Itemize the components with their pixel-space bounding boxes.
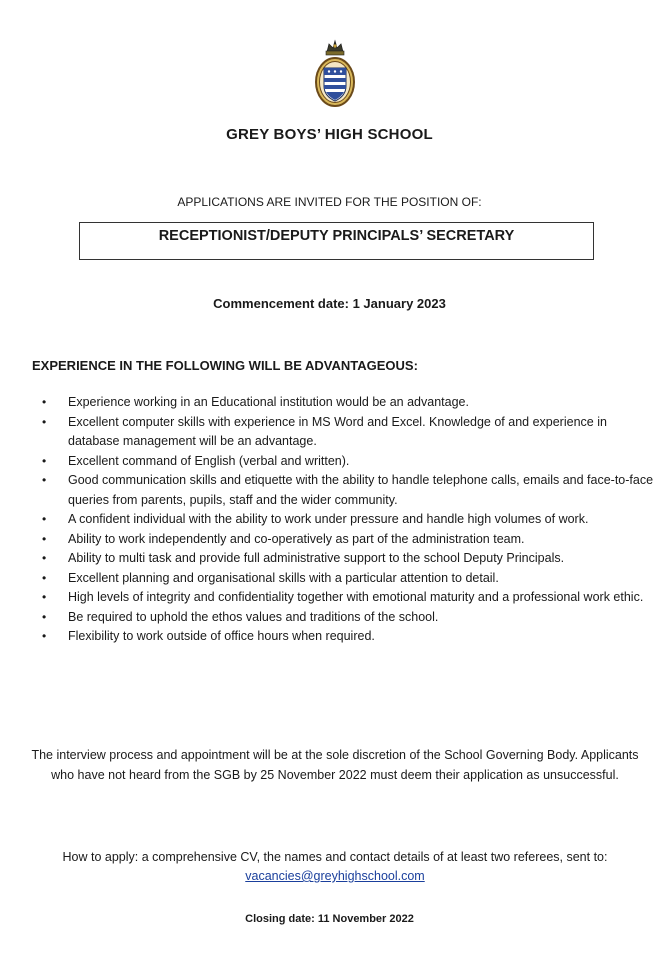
bullet-icon: •	[42, 551, 47, 565]
list-item-text: Be required to uphold the ethos values and traditions of the school.	[68, 609, 439, 624]
bullet-icon: •	[42, 609, 47, 624]
how-to-apply	[0, 848, 659, 886]
experience-heading: EXPERIENCE IN THE FOLLOWING WILL BE ADVANTAGEOUS:	[32, 358, 418, 373]
interview-process-text: The interview process and appointment will be at the sole discretion of the School Governing Body. Applicants who have not heard from the SGB by 25 November 2022 must deem their application as unsuccessful.	[31, 748, 639, 782]
list-item-text: Excellent computer skills with experience in MS Word and Excel. Knowledge of and experience in database management will be an advantage.	[68, 414, 607, 448]
list-item	[40, 569, 655, 589]
list-item-text: High levels of integrity and confidentiality together with emotional maturity and a professional work ethic.	[68, 590, 644, 604]
school-crest-logo	[311, 38, 359, 114]
list-item-text: Ability to multi task and provide full administrative support to the school Deputy Principals.	[68, 551, 565, 565]
invitation-text: APPLICATIONS ARE INVITED FOR THE POSITION OF:	[177, 195, 482, 209]
list-item-text: Good communication skills and etiquette with the ability to handle telephone calls, emails and face-to-face queries from parents, pupils, staff and the wider community.	[68, 473, 654, 507]
bullet-icon: •	[42, 414, 47, 429]
list-item-text: Experience working in an Educational institution would be an advantage.	[68, 395, 469, 409]
list-item-text: A confident individual with the ability to work under pressure and handle high volumes of work.	[68, 512, 589, 526]
bullet-icon: •	[42, 395, 47, 409]
list-item-text: Excellent planning and organisational skills with a particular attention to detail.	[68, 570, 499, 585]
school-name-heading: GREY BOYS’ HIGH SCHOOL	[226, 126, 433, 143]
list-item	[40, 413, 655, 452]
list-item	[40, 588, 655, 608]
bullet-icon: •	[42, 531, 47, 546]
crest-shield	[324, 68, 346, 101]
bullet-icon: •	[42, 629, 47, 643]
bullet-icon: •	[42, 473, 47, 487]
list-item	[40, 530, 655, 550]
experience-list	[40, 393, 655, 647]
list-item-text: Ability to work independently and co-operatively as part of the administration team.	[68, 531, 525, 546]
closing-date: Closing date: 11 November 2022	[245, 913, 414, 925]
list-item	[40, 549, 655, 569]
apply-instructions: How to apply: a comprehensive CV, the names and contact details of at least two referees, sent to:	[62, 850, 608, 864]
list-item	[40, 471, 655, 510]
list-item	[40, 627, 655, 647]
list-item-text: Excellent command of English (verbal and written).	[68, 453, 350, 468]
list-item	[40, 393, 655, 413]
position-title-box	[79, 222, 594, 260]
bullet-icon: •	[42, 590, 47, 604]
vacancies-email-link[interactable]: vacancies@greyhighschool.com	[245, 869, 425, 883]
bullet-icon: •	[42, 512, 47, 526]
list-item	[40, 452, 655, 472]
list-item	[40, 510, 655, 530]
commencement-date: Commencement date: 1 January 2023	[213, 296, 446, 311]
bullet-icon: •	[42, 453, 47, 468]
crest-crown	[326, 41, 344, 55]
list-item-text: Flexibility to work outside of office hours when required.	[68, 629, 375, 643]
position-title: RECEPTIONIST/DEPUTY PRINCIPALS’ SECRETARY	[158, 228, 515, 244]
list-item	[40, 608, 655, 628]
bullet-icon: •	[42, 570, 47, 585]
